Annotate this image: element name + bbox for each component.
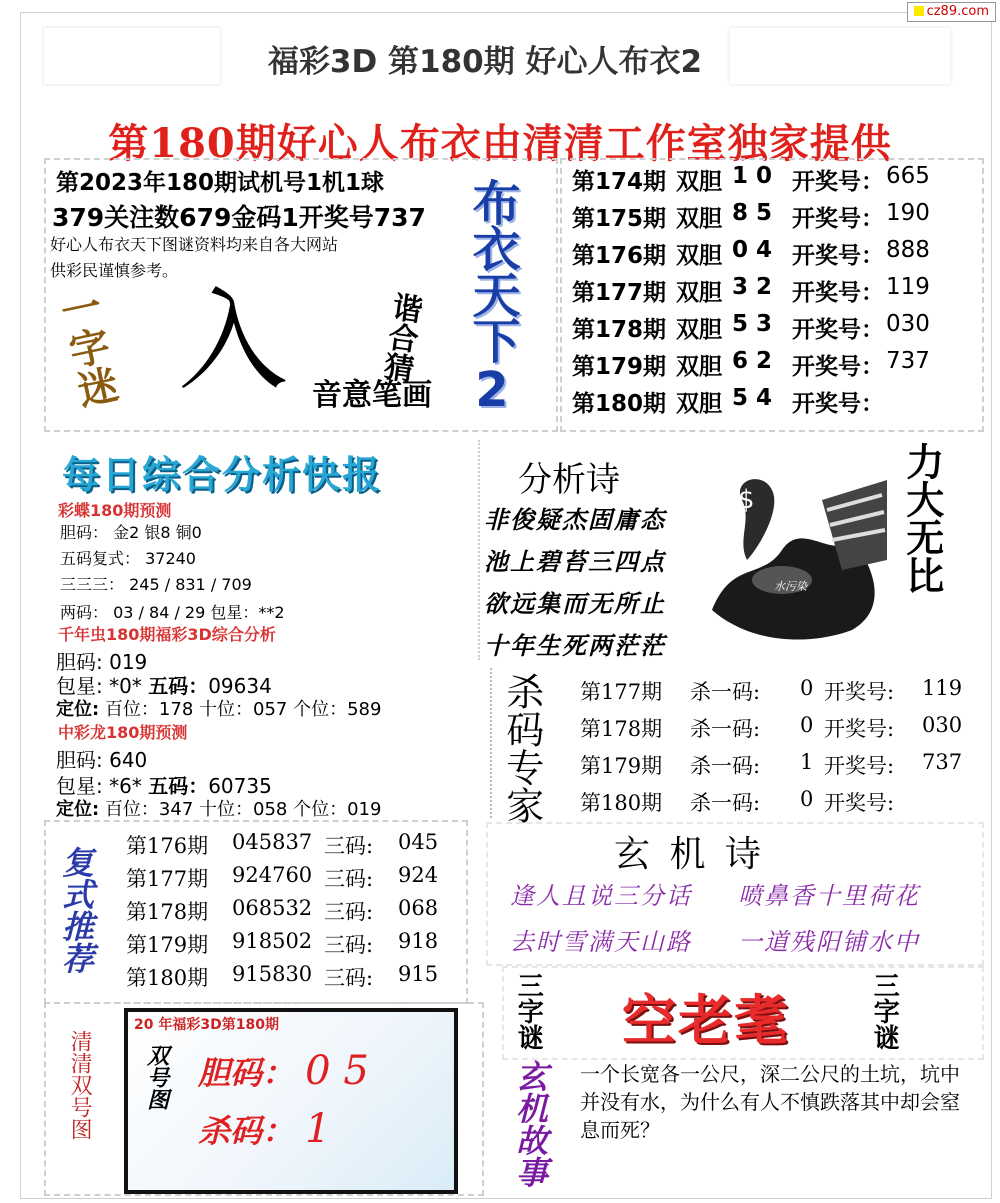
qingqing-sha: 1 <box>305 1106 331 1152</box>
xuanji-line1a: 逢人且说三分话 <box>510 882 692 910</box>
cartoon-caption: 水污染 <box>774 580 807 593</box>
pollution-cartoon-icon <box>702 440 892 650</box>
qiannian-danma-label: 胆码: <box>56 650 103 674</box>
qiannian-dingwei: 百位：178 十位：057 个位：589 <box>104 699 382 720</box>
shama-open-label: 开奖号: <box>824 680 895 704</box>
shama-title: 杀码专家 <box>499 672 544 824</box>
fushi-label: 三码: <box>324 867 374 891</box>
fushi-label: 三码: <box>324 900 374 924</box>
sanzi-label-left: 三字谜 <box>513 972 544 1050</box>
history-open: 888 <box>886 237 930 263</box>
history-open-label: 开奖号： <box>792 354 884 380</box>
xuanji-line2a: 去时雪满天山路 <box>510 928 692 956</box>
zhongcai-dingwei-label: 定位: <box>56 799 100 820</box>
zhongcai-danma: 640 <box>109 748 148 772</box>
history-open: 737 <box>886 348 930 374</box>
qingqing-dan-row <box>198 1048 369 1094</box>
history-label: 双胆 <box>676 317 722 343</box>
intro-line3: 好心人布衣天下图谜资料均来自各大网站 <box>50 235 339 254</box>
qiannian-dingwei-label: 定位: <box>56 699 100 720</box>
fushi-period: 第176期 <box>126 834 209 858</box>
xuanji-line2b: 一道残阳铺水中 <box>738 928 920 956</box>
qingqing-side-small: 双号图 <box>143 1044 170 1110</box>
riddle-hint-a: 谐合猜 <box>376 290 424 385</box>
fushi-title: 复式推荐 <box>57 846 95 974</box>
fushi-label: 三码: <box>324 933 374 957</box>
history-label: 双胆 <box>676 243 722 269</box>
shama-num: 0 <box>800 676 814 700</box>
zhongcai-danma-row <box>56 744 147 773</box>
caidie-danma: 胆码： 金2 银8 铜0 <box>60 523 202 542</box>
shama-label: 杀一码: <box>690 754 761 778</box>
history-open: 030 <box>886 311 930 337</box>
history-open-label: 开奖号： <box>792 391 884 417</box>
history-pair: 5 3 <box>732 311 773 337</box>
shama-open: 119 <box>922 676 963 700</box>
history-open-label: 开奖号： <box>792 243 884 269</box>
fushi-tri: 045 <box>398 830 439 854</box>
history-open: 665 <box>886 163 930 189</box>
shama-period: 第178期 <box>580 717 663 741</box>
history-open-label: 开奖号： <box>792 206 884 232</box>
history-label: 双胆 <box>676 391 722 417</box>
fushi-code: 045837 <box>232 830 313 854</box>
intro-line4: 供彩民谨慎参考。 <box>50 261 179 280</box>
history-pair: 3 2 <box>732 274 773 300</box>
cartoon-vertical-text: 力大无比 <box>899 442 944 594</box>
history-period: 第177期 <box>572 280 667 306</box>
banner-title: 第180期好心人布衣由清清工作室独家提供 <box>108 120 892 167</box>
fushi-period: 第178期 <box>126 900 209 924</box>
intro-line1: 第2023年180期试机号1机1球 <box>56 170 385 196</box>
intro-line2: 379关注数679金码1开奖号737 <box>52 203 426 232</box>
fushi-code: 068532 <box>232 896 313 920</box>
fushi-tri: 924 <box>398 863 439 887</box>
shama-label: 杀一码: <box>690 791 761 815</box>
qingqing-sha-row <box>198 1106 331 1152</box>
qiannian-dingwei-row <box>56 695 381 721</box>
fenxi-poem-line: 池上碧苔三四点 <box>484 547 666 576</box>
history-open: 190 <box>886 200 930 226</box>
shama-open: 737 <box>922 750 963 774</box>
history-period: 第180期 <box>572 391 667 417</box>
fushi-label: 三码: <box>324 834 374 858</box>
fushi-tri: 068 <box>398 896 439 920</box>
fushi-tri: 918 <box>398 929 439 953</box>
daily-title: 每日综合分析快报 <box>62 453 383 497</box>
xuanji-poem-title: 玄 机 诗 <box>614 834 765 875</box>
caidie-liangma: 两码： 03 / 84 / 29 包星：**2 <box>60 603 285 622</box>
history-period: 第178期 <box>572 317 667 343</box>
shama-period: 第180期 <box>580 791 663 815</box>
shama-open-label: 开奖号: <box>824 791 895 815</box>
xuanji-story-label: 玄机故事 <box>511 1060 549 1188</box>
svg-text:$: $ <box>738 485 755 515</box>
history-period: 第175期 <box>572 206 667 232</box>
qiannian-title: 千年虫180期福彩3D综合分析 <box>58 625 276 644</box>
fushi-code: 924760 <box>232 863 313 887</box>
zhongcai-danma-label: 胆码: <box>56 748 103 772</box>
qingqing-dan: 0 5 <box>305 1048 369 1094</box>
history-period: 第176期 <box>572 243 667 269</box>
history-open-label: 开奖号： <box>792 169 884 195</box>
header-bar <box>40 28 960 88</box>
zhongcai-dingwei: 百位：347 十位：058 个位：019 <box>104 799 382 820</box>
fenxi-poem-line: 非俊疑杰固庸态 <box>484 505 666 534</box>
fushi-label: 三码: <box>324 966 374 990</box>
badge-text: cz89.com <box>926 4 989 19</box>
shama-period: 第179期 <box>580 754 663 778</box>
fenxi-poem-line: 十年生死两茫茫 <box>484 631 666 660</box>
history-pair: 5 4 <box>732 385 773 411</box>
qingqing-card <box>124 1008 458 1194</box>
caidie-title: 彩蝶180期预测 <box>58 501 172 520</box>
history-pair: 8 5 <box>732 200 773 226</box>
zhongcai-baoxing: *6* <box>109 774 142 798</box>
zhongcai-dingwei-row <box>56 795 381 821</box>
fushi-tri: 915 <box>398 962 439 986</box>
qiannian-danma: 019 <box>109 650 148 674</box>
qingqing-side: 清清双号图 <box>67 1030 93 1140</box>
zhongcai-baoxing-label: 包星: <box>56 774 103 798</box>
cartoon-image <box>702 440 892 650</box>
zhongcai-wuma: 60735 <box>208 774 272 798</box>
fenxi-poem-title: 分析诗 <box>518 460 620 500</box>
fushi-code: 918502 <box>232 929 313 953</box>
shama-num: 1 <box>800 750 814 774</box>
qingqing-sha-label: 杀码： <box>198 1112 295 1150</box>
fushi-code: 915830 <box>232 962 313 986</box>
shama-period: 第177期 <box>580 680 663 704</box>
shama-label: 杀一码: <box>690 717 761 741</box>
badge-square-icon <box>914 6 924 16</box>
history-pair: 0 4 <box>732 237 773 263</box>
history-label: 双胆 <box>676 169 722 195</box>
history-period: 第179期 <box>572 354 667 380</box>
riddle-label: 一字迷 <box>51 284 122 412</box>
qiannian-baoxing-label: 包星: <box>56 674 103 698</box>
site-badge[interactable] <box>907 2 996 22</box>
history-open: 119 <box>886 274 930 300</box>
qiannian-baoxing: *0* <box>109 674 142 698</box>
fushi-period: 第180期 <box>126 966 209 990</box>
caidie-sansan: 三三三： 245 / 831 / 709 <box>60 575 252 594</box>
zhongcai-title: 中彩龙180期预测 <box>58 723 188 742</box>
history-label: 双胆 <box>676 280 722 306</box>
history-pair: 1 0 <box>732 163 773 189</box>
history-open-label: 开奖号： <box>792 317 884 343</box>
fushi-period: 第177期 <box>126 867 209 891</box>
shama-open-label: 开奖号: <box>824 717 895 741</box>
qingqing-dan-label: 胆码： <box>198 1054 295 1092</box>
fenxi-poem-line: 欲远集而无所止 <box>484 589 666 618</box>
xuanji-story-text: 一个长宽各一公尺，深二公尺的土坑，坑中并没有水，为什么有人不慎跌落其中却会窒息而死？ <box>580 1062 960 1142</box>
brand-vertical: 布衣天下2 <box>464 178 520 416</box>
history-open-label: 开奖号： <box>792 280 884 306</box>
shama-open: 030 <box>922 713 963 737</box>
qingqing-header: 20 年福彩3D第180期 <box>134 1017 279 1033</box>
riddle-hint-b-text: 音意笔画 <box>312 378 432 413</box>
history-period: 第174期 <box>572 169 667 195</box>
qiannian-wuma-label: 五码： <box>148 674 209 698</box>
shama-num: 0 <box>800 787 814 811</box>
shama-num: 0 <box>800 713 814 737</box>
sanzi-answer: 空老耄 <box>622 989 790 1052</box>
zhongcai-wuma-label: 五码： <box>148 774 209 798</box>
history-label: 双胆 <box>676 206 722 232</box>
shama-open-label: 开奖号: <box>824 754 895 778</box>
riddle-hint-b-visible <box>312 370 432 414</box>
fushi-period: 第179期 <box>126 933 209 957</box>
qiannian-wuma: 09634 <box>208 674 272 698</box>
xuanji-line1b: 喷鼻香十里荷花 <box>738 882 920 910</box>
sanzi-label-right: 三字谜 <box>869 972 900 1050</box>
history-pair: 6 2 <box>732 348 773 374</box>
page-title: 福彩3D 第180期 好心人布衣2 <box>267 44 703 80</box>
riddle-char: 入 <box>178 277 288 405</box>
caidie-wuma: 五码复式： 37240 <box>60 549 196 568</box>
history-label: 双胆 <box>676 354 722 380</box>
shama-label: 杀一码: <box>690 680 761 704</box>
header-blank-right <box>730 28 950 84</box>
